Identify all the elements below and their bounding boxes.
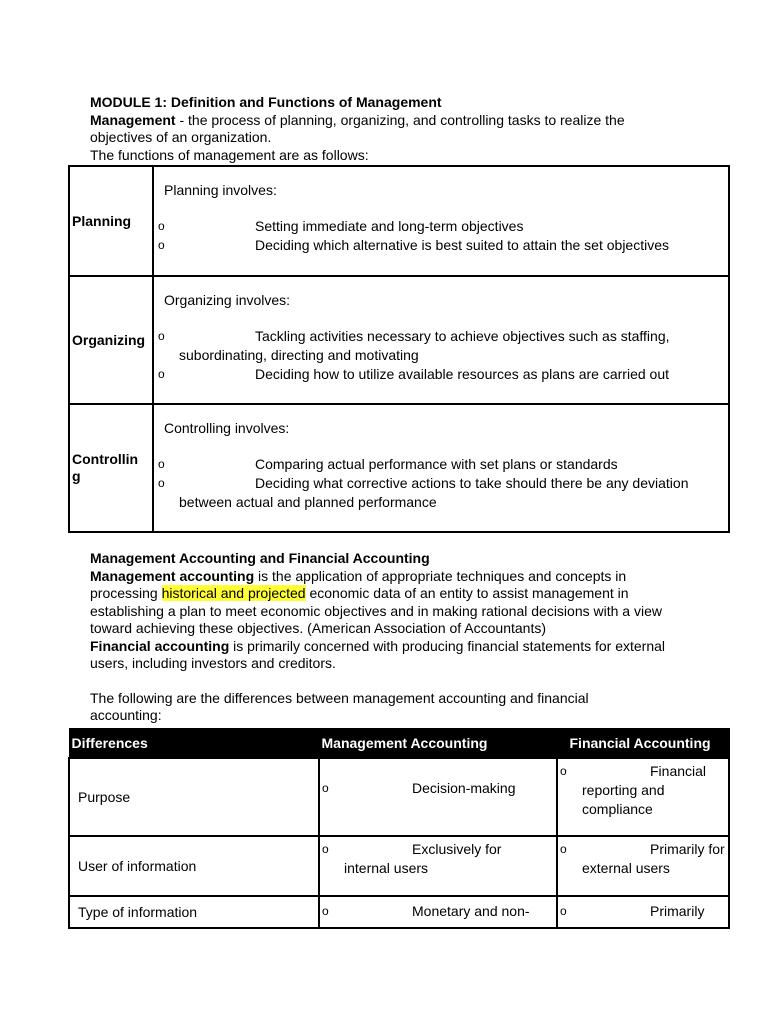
bullet-icon: o (560, 842, 567, 856)
list-item-text: Deciding what corrective actions to take should there be any deviation (255, 475, 689, 491)
function-row-organizing (69, 276, 729, 404)
bullet-icon: o (560, 904, 567, 918)
list-item-text-cont: between actual and planned performance (179, 494, 437, 510)
list-item-text: Tackling activities necessary to achieve objectives such as staffing, (255, 328, 670, 344)
function-body (153, 166, 729, 276)
function-body (153, 276, 729, 404)
fin-cell (557, 896, 729, 928)
bullet-icon: o (158, 219, 165, 233)
list-item-text: Setting immediate and long-term objectives (255, 218, 524, 234)
management-def-text: - the process of planning, organizing, and controlling tasks to realize the objectives of an organization. (90, 111, 625, 145)
mgmt-acc-term: Management accounting (90, 567, 255, 584)
management-accounting-definition (90, 568, 680, 638)
mgmt-acc-def-2: economic data of an entity to assist management in establishing a plan to meet economic objectives and in making rational decisions with a view toward achieving these objectives. (American Association of Accountants) (90, 585, 662, 636)
function-name-text: Controlling (72, 451, 139, 484)
bullet-icon: o (158, 238, 165, 252)
list-item (158, 474, 724, 512)
function-name (69, 404, 153, 532)
fin-acc-def: is primarily concerned with producing financial statements for external users, including investors and creditors. (90, 637, 666, 671)
row-label: Type of information (69, 896, 319, 928)
cell-text: Exclusively for (412, 841, 502, 857)
functions-intro: The functions of management are as follows: (90, 146, 369, 163)
cell-text: Monetary and non- (412, 903, 530, 919)
list-item-text: Comparing actual performance with set plans or standards (255, 456, 618, 472)
module-title: MODULE 1: Definition and Functions of Management (90, 94, 442, 110)
function-row-planning (69, 166, 729, 276)
fin-acc-term: Financial accounting (90, 637, 230, 654)
bullet-icon: o (322, 842, 329, 856)
differences-table (68, 728, 730, 929)
function-name: Planning (69, 166, 153, 276)
list-item-text: Deciding which alternative is best suited to attain the set objectives (255, 237, 670, 253)
function-name: Organizing (69, 276, 153, 404)
row-label: User of information (69, 836, 319, 896)
list-item (158, 327, 724, 365)
cell-text: Decision-making (412, 780, 516, 796)
list-item-text: Deciding how to utilize available resources as plans are carried out (255, 366, 669, 382)
table-header-row (69, 729, 729, 759)
bullet-icon: o (158, 457, 165, 471)
cell-text-cont: reporting and compliance (582, 782, 665, 817)
list-item (158, 455, 724, 474)
cell-text-cont: external users (582, 860, 670, 876)
fin-cell (557, 758, 729, 836)
column-header: Differences (69, 729, 319, 759)
list-item-text-cont: subordinating, directing and motivating (179, 347, 419, 363)
function-row-controlling (69, 404, 729, 532)
cell-text: Primarily for (650, 841, 725, 857)
cell-text: Primarily (650, 903, 705, 919)
list-item (158, 365, 724, 384)
management-definition (90, 112, 690, 147)
function-intro: Organizing involves: (164, 292, 291, 308)
column-header: Management Accounting (319, 729, 557, 759)
table-row (69, 836, 729, 896)
bullet-icon: o (158, 329, 165, 343)
bullet-icon: o (158, 367, 165, 381)
function-intro: Controlling involves: (164, 420, 290, 436)
module-section (90, 94, 690, 164)
section-title: Management Accounting and Financial Accounting (90, 550, 430, 566)
accounting-section (90, 550, 680, 725)
function-body (153, 404, 729, 532)
bullet-icon: o (322, 781, 329, 795)
differences-intro: The following are the differences between management accounting and financial accounting: (90, 689, 589, 723)
management-term: Management (90, 111, 176, 128)
cell-text-cont: internal users (344, 860, 429, 876)
row-label: Purpose (69, 758, 319, 836)
highlighted-text: historical and projected (161, 585, 306, 601)
bullet-icon: o (158, 476, 165, 490)
cell-text: Financial (650, 763, 707, 779)
fin-cell (557, 836, 729, 896)
bullet-icon: o (322, 904, 329, 918)
financial-accounting-definition (90, 638, 680, 673)
table-row (69, 758, 729, 836)
table-row (69, 896, 729, 928)
mgmt-acc-def-1: is the application of appropriate techniques and concepts in processing (90, 567, 627, 601)
list-item (158, 217, 724, 236)
list-item (158, 236, 724, 255)
column-header: Financial Accounting (557, 729, 729, 759)
function-intro: Planning involves: (164, 182, 277, 198)
functions-table (68, 165, 730, 533)
mgmt-cell (319, 896, 557, 928)
mgmt-cell (319, 836, 557, 896)
mgmt-cell (319, 758, 557, 836)
bullet-icon: o (560, 764, 567, 778)
